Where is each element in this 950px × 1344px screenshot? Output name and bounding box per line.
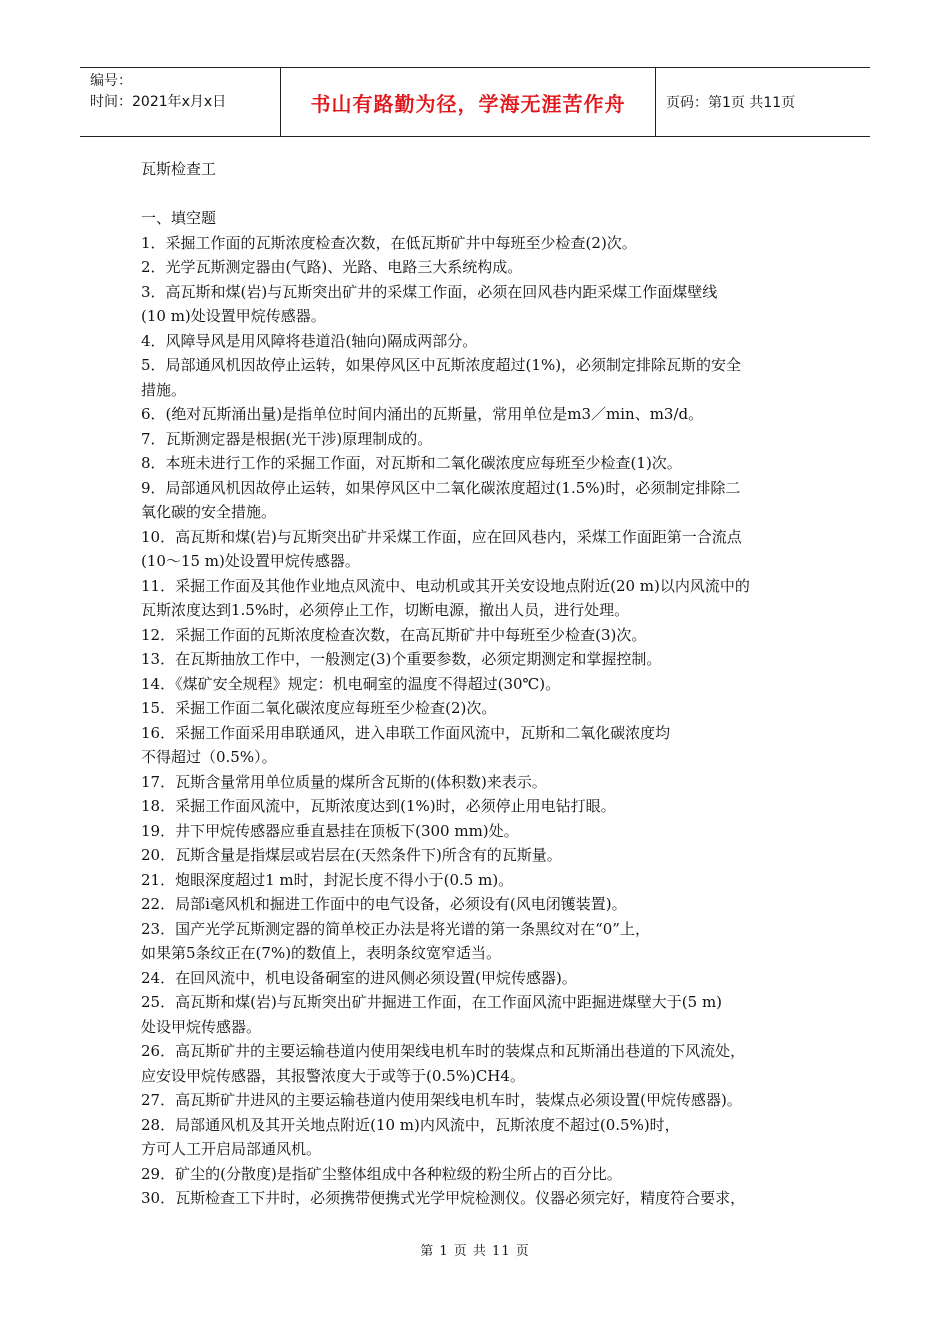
question-line: 应安设甲烷传感器，其报警浓度大于或等于(0.5%)CH4。 <box>141 1066 525 1085</box>
motto: 书山有路勤为径，学海无涯苦作舟 <box>280 68 656 136</box>
question-line: 28．局部通风机及其开关地点附近(10 m)内风流中，瓦斯浓度不超过(0.5%)时， <box>141 1115 680 1134</box>
question-line: 瓦斯浓度达到1.5%时，必须停止工作，切断电源，撤出人员，进行处理。 <box>141 601 630 619</box>
question-line: 29．矿尘的(分散度)是指矿尘整体组成中各种粒级的粉尘所占的百分比。 <box>141 1164 622 1183</box>
question-line: 7．瓦斯测定器是根据(光干涉)原理制成的。 <box>141 429 433 448</box>
document-title: 瓦斯检查工 <box>141 160 217 178</box>
question-line: 11．采掘工作面及其他作业地点风流中、电动机或其开关安设地点附近(20 m)以内风流中的 <box>141 576 750 595</box>
question-line: 22．局部i毫风机和掘进工作面中的电气设备，必须设有(风电闭镬装置)。 <box>141 895 627 913</box>
question-line: 15．采掘工作面二氧化碳浓度应每班至少检查(2)次。 <box>141 699 497 717</box>
header-info <box>80 68 280 136</box>
document-body <box>141 157 821 1211</box>
question-line: 措施。 <box>141 380 187 399</box>
question-line: (10 m)处设置甲烷传感器。 <box>141 307 326 325</box>
question-line: 6．(绝对瓦斯涌出量)是指单位时间内涌出的瓦斯量，常用单位是m3／min、m3/d。 <box>141 405 704 423</box>
question-line: 30．瓦斯检查工下井时，必须携带便携式光学甲烷检测仪。仪器必须完好，精度符合要求， <box>141 1189 746 1207</box>
question-line: 10．高瓦斯和煤(岩)与瓦斯突出矿井采煤工作面，应在回风巷内，采煤工作面距第一合流点 <box>141 527 742 546</box>
question-line: 24．在回风流中，机电设备硐室的进风侧必须设置(甲烷传感器)。 <box>141 968 577 987</box>
time-label: 时间：2021年x月x日 <box>90 94 227 110</box>
spacer <box>141 182 821 207</box>
question-line: 9．局部通风机因故停止运转，如果停风区中二氧化碳浓度超过(1.5%)时，必须制定排除二 <box>141 478 741 497</box>
question-line: 26．高瓦斯矿井的主要运输巷道内使用架线电机车时的装煤点和瓦斯涌出巷道的下风流处， <box>141 1042 746 1060</box>
question-line: 21．炮眼深度超过1 m时，封泥长度不得小于(0.5 m)。 <box>141 870 514 889</box>
question-line: 16．采掘工作面采用串联通风，进入串联工作面风流中，瓦斯和二氧化碳浓度均 <box>141 723 671 742</box>
question-line: 不得超过（0.5%）。 <box>141 748 277 766</box>
question-line: 12．采掘工作面的瓦斯浓度检查次数，在高瓦斯矿井中每班至少检查(3)次。 <box>141 625 647 644</box>
question-line: (10～15 m)处设置甲烷传感器。 <box>141 552 360 570</box>
question-line: 方可人工开启局部通风机。 <box>141 1140 322 1158</box>
question-line: 23．国产光学瓦斯测定器的简单校正办法是将光谱的第一条黑纹对在“0”上， <box>141 919 650 938</box>
question-line: 氧化碳的安全措施。 <box>141 503 277 521</box>
page-footer: 第 1 页 共 11 页 <box>420 1244 530 1259</box>
question-line: 3．高瓦斯和煤(岩)与瓦斯突出矿井的采煤工作面，必须在回风巷内距采煤工作面煤壁线 <box>141 282 718 301</box>
question-line: 27．高瓦斯矿井进风的主要运输巷道内使用架线电机车时，装煤点必须设置(甲烷传感器)。 <box>141 1091 742 1109</box>
question-line: 14．《煤矿安全规程》规定：机电硐室的温度不得超过(30℃)。 <box>141 674 561 693</box>
question-line: 18．采掘工作面风流中，瓦斯浓度达到(1%)时，必须停止用电钻打眼。 <box>141 797 616 815</box>
question-line: 17．瓦斯含量常用单位质量的煤所含瓦斯的(体积数)来表示。 <box>141 772 547 791</box>
header-page-info: 页码：第1页 共11页 <box>666 95 796 111</box>
question-line: 如果第5条纹正在(7%)的数值上，表明条纹宽窄适当。 <box>141 944 502 962</box>
question-line: 2．光学瓦斯测定器由(气路)、光路、电路三大系统构成。 <box>141 258 523 276</box>
question-line: 1．采掘工作面的瓦斯浓度检查次数，在低瓦斯矿井中每班至少检查(2)次。 <box>141 233 637 252</box>
question-line: 25．高瓦斯和煤(岩)与瓦斯突出矿井掘进工作面，在工作面风流中距掘进煤壁大于(5 m) <box>141 993 723 1011</box>
question-line: 20．瓦斯含量是指煤层或岩层在(天然条件下)所含有的瓦斯量。 <box>141 846 562 864</box>
question-line: 8．本班未进行工作的采掘工作面，对瓦斯和二氧化碳浓度应每班至少检查(1)次。 <box>141 454 682 472</box>
question-line: 5．局部通风机因故停止运转，如果停风区中瓦斯浓度超过(1%)，必须制定排除瓦斯的安全 <box>141 356 742 374</box>
question-line: 4．风障导风是用风障将巷道沿(轴向)隔成两部分。 <box>141 331 478 350</box>
question-list <box>141 231 821 1211</box>
page-header <box>80 67 870 137</box>
question-line: 13．在瓦斯抽放工作中，一般测定(3)个重要参数，必须定期测定和掌握控制。 <box>141 650 662 668</box>
question-line: 处设甲烷传感器。 <box>141 1017 262 1036</box>
number-label: 编号： <box>90 73 132 89</box>
question-line: 19．井下甲烷传感器应垂直悬挂在顶板下(300 mm)处。 <box>141 821 519 840</box>
section-heading: 一、填空题 <box>141 209 217 227</box>
